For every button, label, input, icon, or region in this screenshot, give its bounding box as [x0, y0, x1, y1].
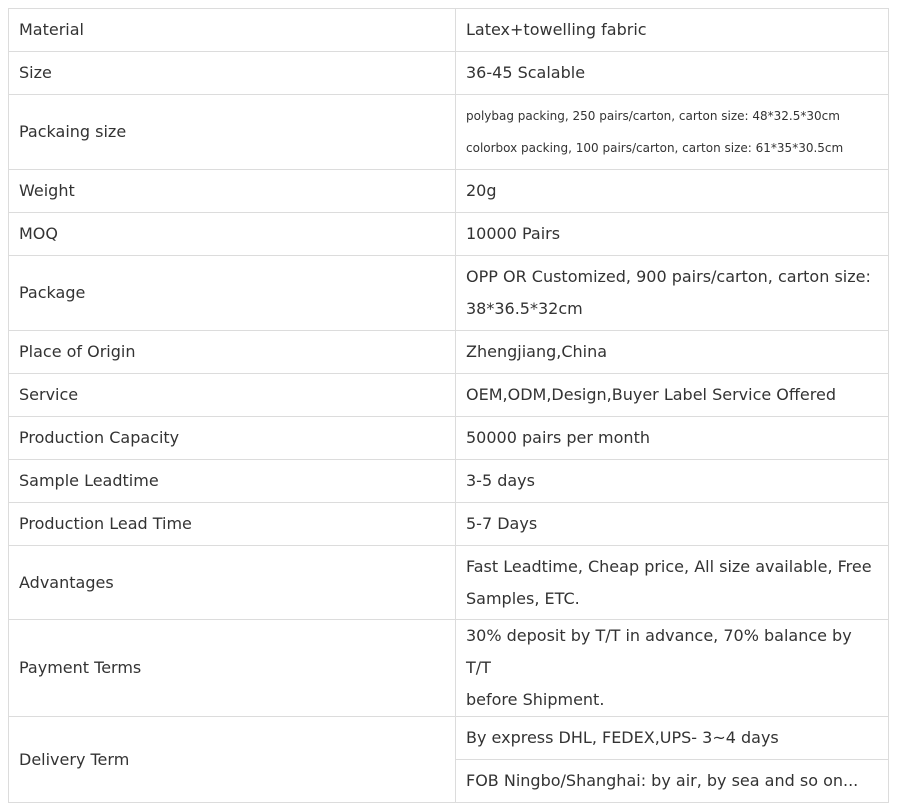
table-row — [9, 331, 889, 374]
row-value: OEM,ODM,Design,Buyer Label Service Offered — [456, 374, 889, 417]
value-line: Fast Leadtime, Cheap price, All size available, Free — [466, 556, 872, 576]
value-line: OPP OR Customized, 900 pairs/carton, carton size: — [466, 267, 871, 286]
row-label: Production Lead Time — [9, 503, 456, 546]
row-label: Advantages — [9, 546, 456, 620]
table-row — [9, 374, 889, 417]
table-row — [9, 546, 889, 620]
row-label: Delivery Term — [9, 717, 456, 803]
row-value: 36-45 Scalable — [456, 52, 889, 95]
table-row — [9, 460, 889, 503]
row-label: Material — [9, 9, 456, 52]
value-line: Samples, ETC. — [466, 588, 580, 608]
row-label: Weight — [9, 170, 456, 213]
packing-line: polybag packing, 250 pairs/carton, carton size: 48*32.5*30cm — [466, 109, 840, 123]
table-row — [9, 417, 889, 460]
spec-table — [8, 8, 889, 803]
row-value: 3-5 days — [456, 460, 889, 503]
table-row — [9, 95, 889, 170]
row-value: Zhengjiang,China — [456, 331, 889, 374]
row-label: MOQ — [9, 213, 456, 256]
table-row — [9, 256, 889, 331]
row-value: FOB Ningbo/Shanghai: by air, by sea and so on... — [456, 760, 889, 803]
row-value — [456, 95, 889, 170]
row-label: Service — [9, 374, 456, 417]
value-line: 30% deposit by T/T in advance, 70% balance by T/T — [466, 626, 852, 677]
table-row — [9, 620, 889, 717]
row-value: 50000 pairs per month — [456, 417, 889, 460]
row-value: 10000 Pairs — [456, 213, 889, 256]
table-row — [9, 213, 889, 256]
row-value — [456, 256, 889, 331]
row-label: Package — [9, 256, 456, 331]
row-label: Production Capacity — [9, 417, 456, 460]
row-label: Packaing size — [9, 95, 456, 170]
row-value — [456, 620, 889, 717]
value-line: 38*36.5*32cm — [466, 299, 583, 318]
row-label: Size — [9, 52, 456, 95]
row-value — [456, 546, 889, 620]
packing-line: colorbox packing, 100 pairs/carton, carton size: 61*35*30.5cm — [466, 141, 844, 155]
table-row — [9, 717, 889, 760]
table-row — [9, 52, 889, 95]
row-value: 20g — [456, 170, 889, 213]
row-value: By express DHL, FEDEX,UPS- 3~4 days — [456, 717, 889, 760]
value-line: before Shipment. — [466, 690, 605, 709]
table-row — [9, 170, 889, 213]
row-label: Sample Leadtime — [9, 460, 456, 503]
table-row — [9, 503, 889, 546]
row-label: Place of Origin — [9, 331, 456, 374]
row-value: 5-7 Days — [456, 503, 889, 546]
row-label: Payment Terms — [9, 620, 456, 717]
table-row — [9, 9, 889, 52]
row-value: Latex+towelling fabric — [456, 9, 889, 52]
